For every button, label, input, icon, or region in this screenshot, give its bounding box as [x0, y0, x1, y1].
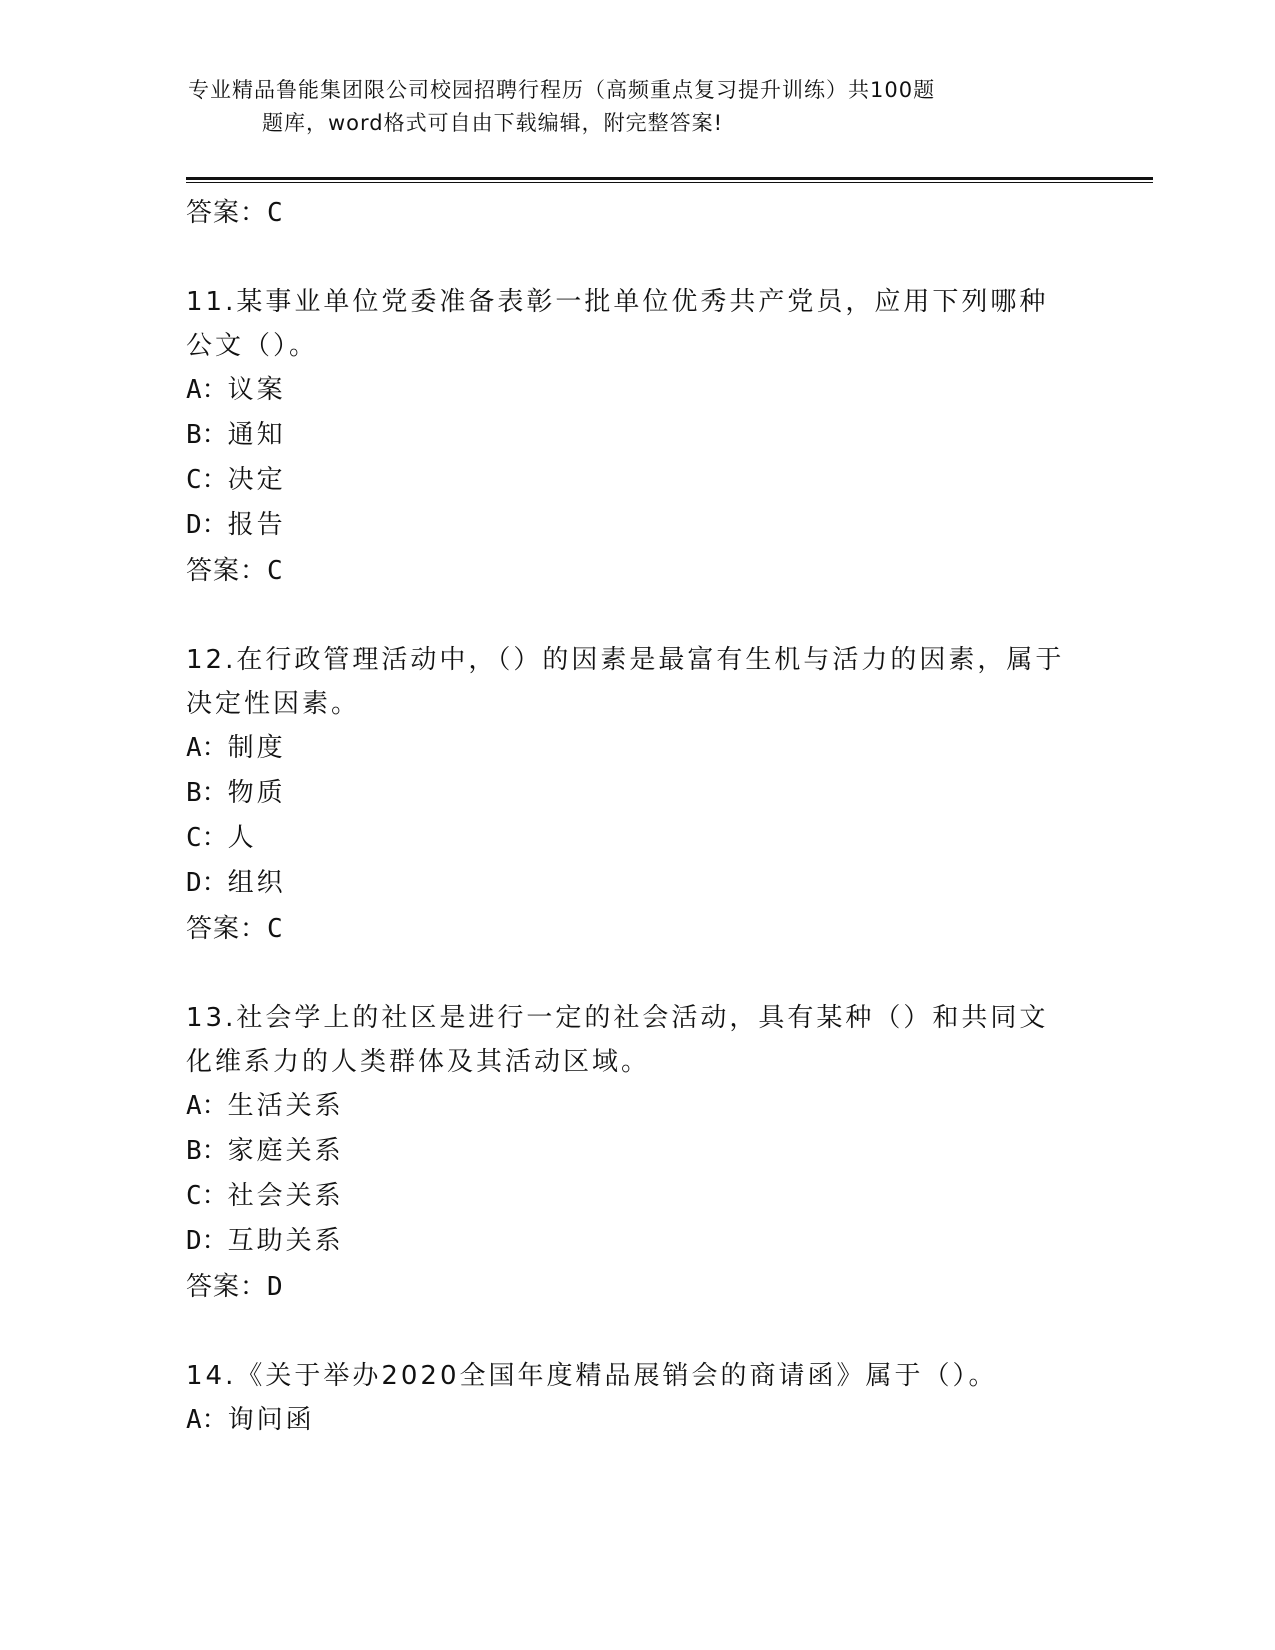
option-b — [186, 1129, 1086, 1174]
option-text: 决定 — [227, 465, 286, 495]
answer-value: C — [267, 198, 284, 228]
header-line-1: 专业精品鲁能集团限公司校园招聘行程历（高频重点复习提升训练）共100题 — [188, 78, 936, 102]
answer-label: 答案： — [186, 198, 268, 228]
answer-line — [186, 1264, 1086, 1310]
answer-value: C — [267, 914, 284, 944]
option-label: C： — [186, 465, 228, 495]
document-header — [188, 74, 1048, 140]
question-11 — [186, 280, 1086, 594]
option-text: 询问函 — [227, 1405, 315, 1435]
option-d — [186, 1219, 1086, 1264]
question-12 — [186, 638, 1086, 952]
document-body — [186, 190, 1086, 1443]
option-text: 报告 — [227, 510, 286, 540]
question-text: 13.社会学上的社区是进行一定的社会活动，具有某种（）和共同文化维系力的人类群体及其活动区域。 — [186, 1003, 1049, 1077]
answer-label: 答案： — [186, 914, 268, 944]
option-text: 社会关系 — [227, 1181, 344, 1211]
option-text: 人 — [227, 823, 257, 853]
option-label: D： — [186, 868, 228, 898]
header-rule-thick — [186, 177, 1153, 180]
answer-line — [186, 906, 1086, 952]
option-text: 物质 — [227, 778, 286, 808]
header-rule-thin — [186, 182, 1153, 183]
answer-line — [186, 190, 1086, 236]
option-c — [186, 816, 1086, 861]
option-label: A： — [186, 1091, 228, 1121]
question-text: 11.某事业单位党委准备表彰一批单位优秀共产党员，应用下列哪种公文（）。 — [186, 287, 1049, 361]
option-c — [186, 458, 1086, 503]
option-d — [186, 861, 1086, 906]
answer-label: 答案： — [186, 1272, 268, 1302]
answer-value: D — [267, 1272, 284, 1302]
option-label: D： — [186, 510, 228, 540]
option-label: B： — [186, 1136, 228, 1166]
answer-label: 答案： — [186, 556, 268, 586]
question-13 — [186, 996, 1086, 1310]
option-text: 生活关系 — [227, 1091, 344, 1121]
option-label: A： — [186, 733, 228, 763]
option-a — [186, 1398, 1086, 1443]
option-label: A： — [186, 1405, 228, 1435]
option-b — [186, 413, 1086, 458]
question-14 — [186, 1354, 1086, 1443]
option-a — [186, 368, 1086, 413]
option-text: 互助关系 — [227, 1226, 344, 1256]
option-label: C： — [186, 823, 228, 853]
question-text: 14.《关于举办2020全国年度精品展销会的商请函》属于（）。 — [186, 1361, 998, 1391]
question-text: 12.在行政管理活动中，（）的因素是最富有生机与活力的因素，属于决定性因素。 — [186, 645, 1065, 719]
option-label: D： — [186, 1226, 228, 1256]
option-a — [186, 1084, 1086, 1129]
option-b — [186, 771, 1086, 816]
option-c — [186, 1174, 1086, 1219]
answer-value: C — [267, 556, 284, 586]
option-text: 组织 — [227, 868, 286, 898]
header-line-2: 题库，word格式可自由下载编辑，附完整答案! — [262, 111, 724, 135]
option-text: 议案 — [227, 375, 286, 405]
option-a — [186, 726, 1086, 771]
option-text: 制度 — [227, 733, 286, 763]
option-label: C： — [186, 1181, 228, 1211]
option-label: A： — [186, 375, 228, 405]
option-label: B： — [186, 778, 228, 808]
option-label: B： — [186, 420, 228, 450]
answer-line — [186, 548, 1086, 594]
option-text: 家庭关系 — [227, 1136, 344, 1166]
option-d — [186, 503, 1086, 548]
option-text: 通知 — [227, 420, 286, 450]
